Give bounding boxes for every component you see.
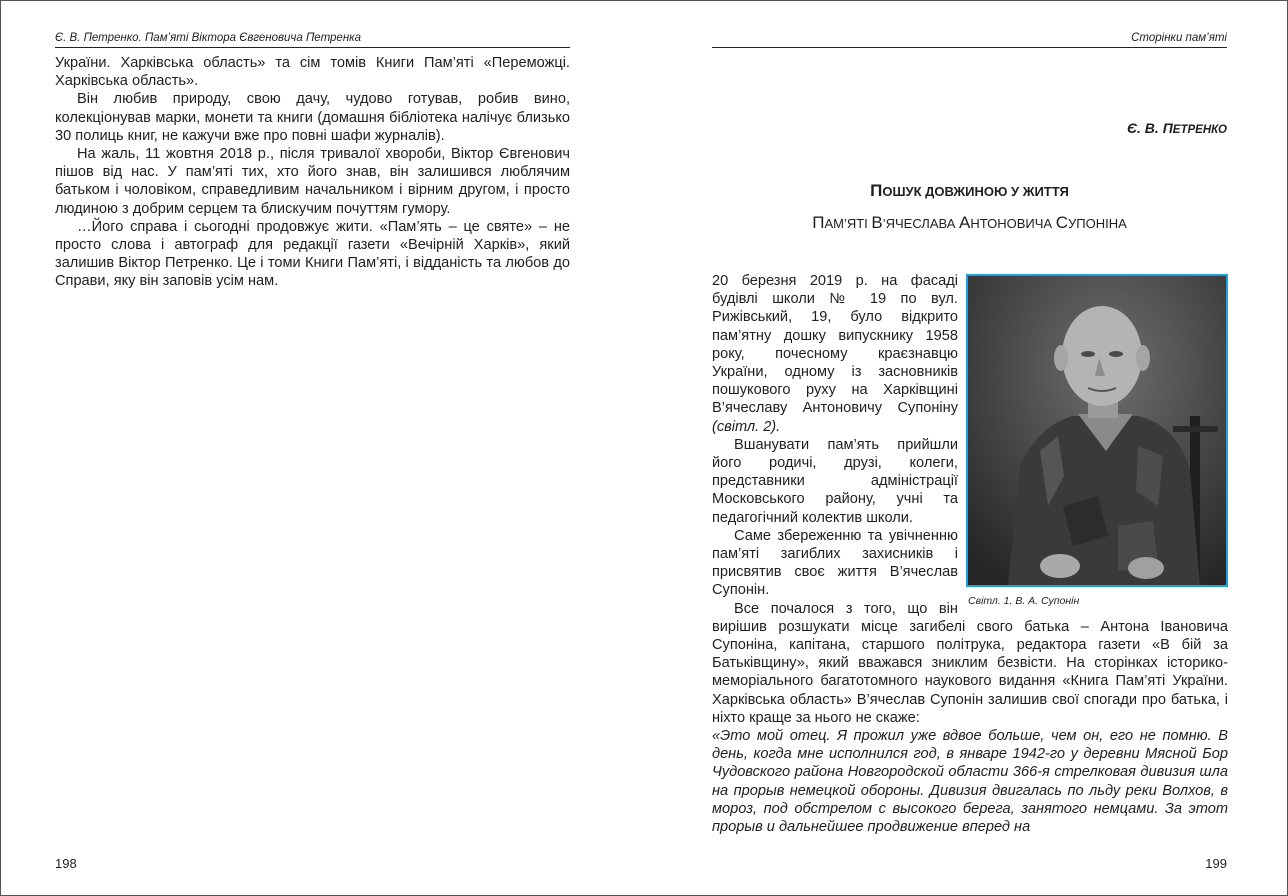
- quote-block: «Это мой отец. Я прожил уже вдвое больше, чем он, его не помню. В день, когда мне исполнился год, в январе 1942-го у деревни Мясной Бор Чудовского района Новгородской области 366-я стрелковая дивизия шла на прорыв немецкой обороны. Дивизия двигалась по льду реки Волхов, в мороз, под обстрелом с высокого берега, занятого немцами. За этот прорыв и дальнейшее продвижение вперед на: [712, 728, 1228, 836]
- subtitle-rest: АМ’ЯТІ: [824, 216, 872, 231]
- running-header-left: Є. В. Петренко. Пам’яті Віктора Євгеновича Петренка: [55, 31, 570, 48]
- paragraph-text: 20 березня 2019 р. на фасаді будівлі школи № 19 по вул. Рижівський, 19, було відкрито пам’ятну дошку випускнику 1958 року, почесному краєзнавцю України, одному із засновників пошукового руху на Харківщині В’ячеславу Антоновичу Супоніну: [712, 273, 958, 417]
- subtitle-cap: В: [871, 213, 883, 232]
- subtitle-rest: УПОНІНА: [1067, 216, 1127, 231]
- author-initials: Є. В. П: [1126, 120, 1173, 136]
- article-title: [712, 181, 1227, 201]
- paragraph: Він любив природу, свою дачу, чудово готував, робив вино, колекціонував марки, монети та книги (домашня бібліотека налічує близько 30 полиць книг, не кажучи вже про повні шафи журналів).: [55, 91, 570, 144]
- article-author: [1127, 120, 1227, 136]
- paragraph: Саме збереженню та увічненню пам’яті загиблих захисників і присвятив своє життя В’ячеслав Супонін.: [712, 527, 958, 599]
- subtitle-cap: А: [959, 213, 971, 232]
- title-cap: П: [870, 181, 883, 200]
- left-page: [1, 1, 644, 895]
- paragraph: На жаль, 11 жовтня 2018 р., після тривалої хвороби, Віктор Євгенович пішов від нас. У пам’яті тих, хто його знав, він залишився люблячим батьком і чоловіком, справедливим начальником і вірним другом, і просто людиною з добрим серцем та блискучим почуттям гумору.: [55, 146, 570, 217]
- figure: [966, 274, 1228, 610]
- paragraph: …Його справа і сьогодні продовжує жити. «Пам’ять – це святе» – не просто слова і автограф для редакції газети «Вечірній Харків», який залишив Віктор Петренко. Це і томи Книги Пам’яті, і відданість та любов до Справи, яку він заповів усім нам.: [55, 218, 570, 290]
- right-page: [644, 1, 1287, 895]
- photo-reference: (світл. 2).: [712, 418, 781, 435]
- title-rest: ОШУК ДОВЖИНОЮ У ЖИТТЯ: [882, 184, 1069, 199]
- subtitle-rest: ’ЯЧЕСЛАВА: [882, 216, 960, 231]
- article-subtitle: [712, 213, 1227, 233]
- paragraph: Все почалося з того, що він вирішив розшукати місце загибелі свого батька – Антона Івановича Супоніна, капітана, старшого політрука, редактора газети «В бій за Батьківщину», який вважався зниклим безвісти. На сторінках історико-меморіального багатотомного наукового видання «Книга Пам’яті України. Харківська область» В’ячеслав Супонін залишив свої спогади про батька, і ніхто краще за нього не скаже:: [712, 600, 1228, 726]
- portrait-photo: [966, 274, 1228, 587]
- right-body-text: [712, 272, 1228, 836]
- subtitle-cap: С: [1055, 213, 1068, 232]
- paragraph: Вшанувати пам’ять прийшли його родичі, друзі, колеги, представники адміністрації Московського району, учні та педагогічний колектив школи.: [712, 436, 958, 526]
- subtitle-cap: П: [812, 213, 825, 232]
- running-header-right: Сторінки пам’яті: [712, 31, 1227, 48]
- paragraph: України. Харківська область» та сім томів Книги Пам’яті «Переможці. Харківська область».: [55, 55, 570, 90]
- page-number-right: 199: [1205, 856, 1227, 871]
- subtitle-rest: НТОНОВИЧА: [970, 216, 1056, 231]
- photo-caption: Світл. 1. В. А. Супонін: [968, 595, 1080, 607]
- page-number-left: 198: [55, 856, 77, 871]
- portrait-image: [968, 276, 1226, 585]
- author-surname-rest: ЕТРЕНКО: [1172, 124, 1227, 136]
- left-body-text: [55, 54, 570, 291]
